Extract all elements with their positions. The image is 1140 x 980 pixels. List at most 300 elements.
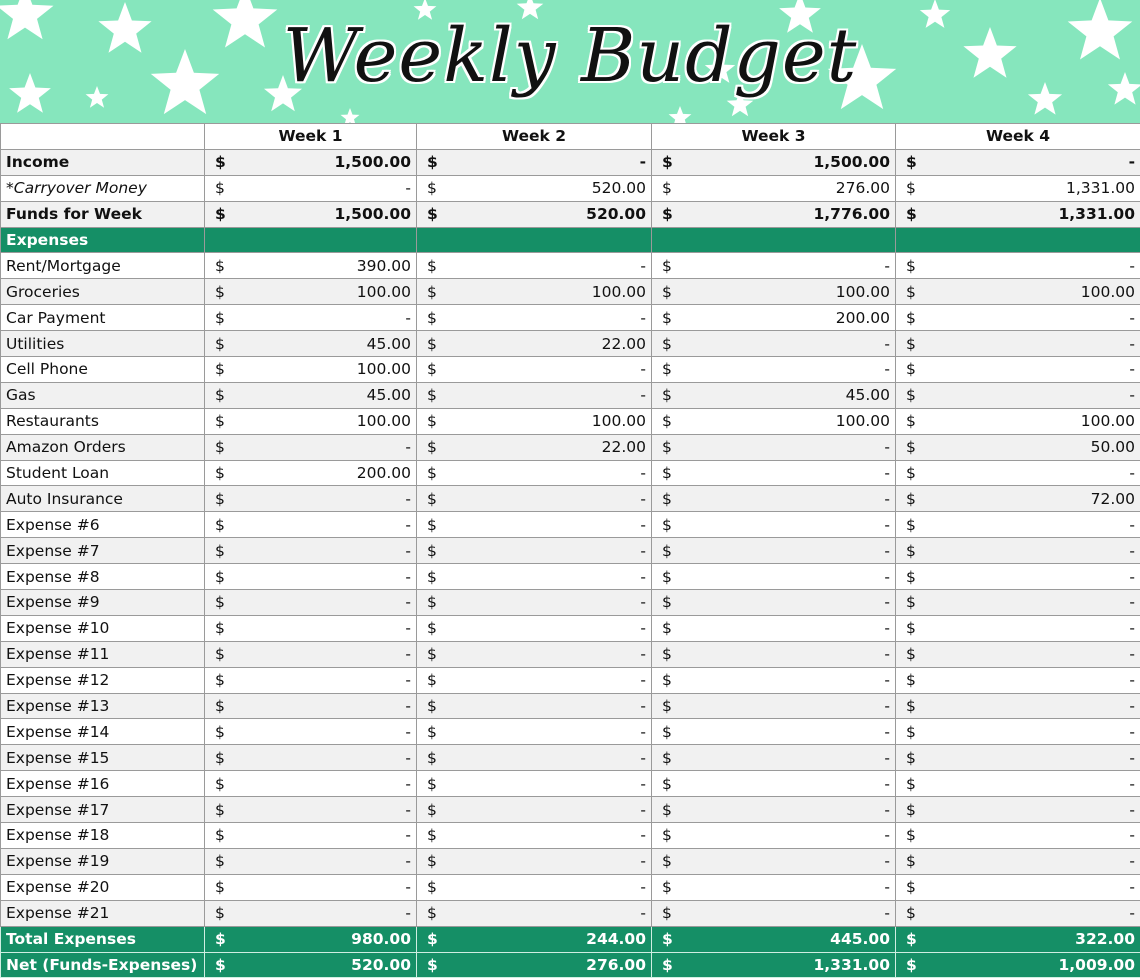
amount-value: - — [884, 541, 890, 560]
amount-value: 1,500.00 — [334, 153, 411, 172]
expense-9-week-3-cell[interactable] — [652, 460, 896, 486]
expense-25-week-4-cell[interactable] — [896, 874, 1140, 900]
expense-24-week-4-cell[interactable] — [896, 848, 1140, 874]
currency-symbol: $ — [427, 464, 437, 483]
expense-22-week-2-cell[interactable] — [417, 797, 652, 823]
amount-value: 100.00 — [835, 412, 890, 431]
currency-symbol: $ — [215, 930, 226, 949]
expense-6-row — [1, 382, 1140, 408]
expense-20-week-3-cell[interactable] — [652, 745, 896, 771]
currency-symbol: $ — [215, 360, 225, 379]
expense-8-week-3-cell[interactable] — [652, 434, 896, 460]
expense-18-week-2-cell[interactable] — [417, 693, 652, 719]
amount-value: - — [884, 515, 890, 534]
expense-10-week-2-cell[interactable] — [417, 486, 652, 512]
expense-13-week-4-cell[interactable] — [896, 564, 1140, 590]
amount-value: - — [884, 904, 890, 923]
expense-21-row — [1, 771, 1140, 797]
amount-value: 100.00 — [591, 412, 646, 431]
expense-20-week-2-cell[interactable] — [417, 745, 652, 771]
currency-symbol: $ — [215, 748, 225, 767]
amount-value: - — [1129, 256, 1135, 275]
expense-25-label[interactable]: Expense #20 — [1, 874, 205, 900]
expense-24-label[interactable]: Expense #19 — [1, 848, 205, 874]
currency-symbol: $ — [215, 878, 225, 897]
expense-22-label[interactable]: Expense #17 — [1, 797, 205, 823]
amount-value: 100.00 — [1080, 412, 1135, 431]
amount-value: - — [640, 774, 646, 793]
net-funds-row — [1, 952, 1140, 978]
net-funds-week-3-cell[interactable] — [652, 952, 896, 978]
expense-11-label[interactable]: Expense #6 — [1, 512, 205, 538]
expense-2-label[interactable]: Groceries — [1, 279, 205, 305]
expense-8-week-4-cell[interactable] — [896, 434, 1140, 460]
budget-body — [1, 149, 1140, 978]
currency-symbol: $ — [427, 153, 438, 172]
expense-4-week-1-cell[interactable] — [205, 331, 417, 357]
expense-2-week-3-cell[interactable] — [652, 279, 896, 305]
currency-symbol: $ — [427, 515, 437, 534]
currency-symbol: $ — [215, 541, 225, 560]
expense-16-week-3-cell[interactable] — [652, 641, 896, 667]
expense-17-week-2-cell[interactable] — [417, 667, 652, 693]
expense-15-week-3-cell[interactable] — [652, 615, 896, 641]
currency-symbol: $ — [215, 308, 225, 327]
expense-7-week-4-cell[interactable] — [896, 408, 1140, 434]
currency-symbol: $ — [662, 748, 672, 767]
currency-symbol: $ — [906, 671, 916, 690]
expense-23-week-1-cell[interactable] — [205, 823, 417, 849]
currency-symbol: $ — [427, 800, 437, 819]
expense-18-label[interactable]: Expense #13 — [1, 693, 205, 719]
currency-symbol: $ — [427, 334, 437, 353]
currency-symbol: $ — [906, 153, 917, 172]
amount-value: - — [405, 645, 411, 664]
expense-23-week-3-cell[interactable] — [652, 823, 896, 849]
currency-symbol: $ — [906, 360, 916, 379]
expense-14-week-3-cell[interactable] — [652, 590, 896, 616]
income-2-label[interactable]: *Carryover Money — [1, 175, 205, 201]
amount-value: - — [1129, 697, 1135, 716]
currency-symbol: $ — [662, 386, 672, 405]
week-2-header[interactable]: Week 2 — [417, 124, 652, 150]
expense-12-week-3-cell[interactable] — [652, 538, 896, 564]
amount-value: - — [1129, 619, 1135, 638]
income-3-week-3-cell[interactable] — [652, 201, 896, 227]
expenses-section-row — [1, 227, 1140, 253]
net-funds-label[interactable]: Net (Funds-Expenses) — [1, 952, 205, 978]
total-expenses-label[interactable]: Total Expenses — [1, 926, 205, 952]
amount-value: 100.00 — [1080, 282, 1135, 301]
expense-9-week-1-cell[interactable] — [205, 460, 417, 486]
currency-symbol: $ — [215, 153, 226, 172]
expense-12-label[interactable]: Expense #7 — [1, 538, 205, 564]
amount-value: - — [640, 619, 646, 638]
expense-11-week-2-cell[interactable] — [417, 512, 652, 538]
currency-symbol: $ — [215, 593, 225, 612]
week-header-row — [1, 124, 1140, 150]
amount-value: - — [405, 438, 411, 457]
income-1-week-2-cell[interactable] — [417, 149, 652, 175]
currency-symbol: $ — [906, 904, 916, 923]
expense-17-week-3-cell[interactable] — [652, 667, 896, 693]
expense-18-week-4-cell[interactable] — [896, 693, 1140, 719]
expense-13-week-3-cell[interactable] — [652, 564, 896, 590]
amount-value: 100.00 — [835, 282, 890, 301]
expense-2-row — [1, 279, 1140, 305]
expense-1-label[interactable]: Rent/Mortgage — [1, 253, 205, 279]
expense-7-week-3-cell[interactable] — [652, 408, 896, 434]
currency-symbol: $ — [215, 826, 225, 845]
expense-22-week-1-cell[interactable] — [205, 797, 417, 823]
expense-8-week-2-cell[interactable] — [417, 434, 652, 460]
expense-10-week-4-cell[interactable] — [896, 486, 1140, 512]
amount-value: - — [884, 464, 890, 483]
currency-symbol: $ — [427, 412, 437, 431]
amount-value: - — [640, 360, 646, 379]
amount-value: - — [640, 722, 646, 741]
amount-value: - — [405, 593, 411, 612]
expense-24-week-3-cell[interactable] — [652, 848, 896, 874]
amount-value: - — [640, 386, 646, 405]
amount-value: - — [640, 697, 646, 716]
currency-symbol: $ — [427, 955, 438, 974]
expense-21-week-1-cell[interactable] — [205, 771, 417, 797]
expense-1-week-4-cell[interactable] — [896, 253, 1140, 279]
expense-14-week-1-cell[interactable] — [205, 590, 417, 616]
expense-11-week-4-cell[interactable] — [896, 512, 1140, 538]
expense-16-row — [1, 641, 1140, 667]
expense-5-week-1-cell[interactable] — [205, 357, 417, 383]
expenses-section-cell[interactable] — [417, 227, 652, 253]
expense-16-week-2-cell[interactable] — [417, 641, 652, 667]
amount-value: - — [405, 541, 411, 560]
currency-symbol: $ — [427, 256, 437, 275]
currency-symbol: $ — [427, 774, 437, 793]
amount-value: - — [640, 800, 646, 819]
expense-5-label[interactable]: Cell Phone — [1, 357, 205, 383]
currency-symbol: $ — [662, 800, 672, 819]
expense-10-week-1-cell[interactable] — [205, 486, 417, 512]
currency-symbol: $ — [215, 386, 225, 405]
expense-4-week-2-cell[interactable] — [417, 331, 652, 357]
expense-25-week-2-cell[interactable] — [417, 874, 652, 900]
net-funds-week-4-cell[interactable] — [896, 952, 1140, 978]
expense-6-week-2-cell[interactable] — [417, 382, 652, 408]
expense-3-week-4-cell[interactable] — [896, 305, 1140, 331]
income-2-week-1-cell[interactable] — [205, 175, 417, 201]
currency-symbol: $ — [906, 334, 916, 353]
amount-value: - — [884, 800, 890, 819]
currency-symbol: $ — [215, 205, 226, 224]
currency-symbol: $ — [427, 697, 437, 716]
expense-21-week-3-cell[interactable] — [652, 771, 896, 797]
income-1-week-1-cell[interactable] — [205, 149, 417, 175]
currency-symbol: $ — [662, 904, 672, 923]
expense-21-label[interactable]: Expense #16 — [1, 771, 205, 797]
currency-symbol: $ — [427, 593, 437, 612]
expense-19-label[interactable]: Expense #14 — [1, 719, 205, 745]
expense-19-week-2-cell[interactable] — [417, 719, 652, 745]
currency-symbol: $ — [906, 308, 916, 327]
currency-symbol: $ — [662, 282, 672, 301]
amount-value: 244.00 — [586, 930, 646, 949]
amount-value: - — [640, 748, 646, 767]
expense-4-week-4-cell[interactable] — [896, 331, 1140, 357]
expense-3-week-2-cell[interactable] — [417, 305, 652, 331]
expense-7-week-1-cell[interactable] — [205, 408, 417, 434]
amount-value: - — [405, 697, 411, 716]
income-1-week-4-cell[interactable] — [896, 149, 1140, 175]
income-1-label[interactable]: Income — [1, 149, 205, 175]
expense-26-week-3-cell[interactable] — [652, 900, 896, 926]
expense-25-week-3-cell[interactable] — [652, 874, 896, 900]
expense-5-week-2-cell[interactable] — [417, 357, 652, 383]
expense-1-row — [1, 253, 1140, 279]
expense-7-week-2-cell[interactable] — [417, 408, 652, 434]
amount-value: - — [884, 619, 890, 638]
amount-value: 45.00 — [845, 386, 890, 405]
currency-symbol: $ — [662, 774, 672, 793]
currency-symbol: $ — [906, 438, 916, 457]
currency-symbol: $ — [427, 205, 438, 224]
expense-12-week-1-cell[interactable] — [205, 538, 417, 564]
expense-2-week-4-cell[interactable] — [896, 279, 1140, 305]
amount-value: - — [640, 541, 646, 560]
total-expenses-week-4-cell[interactable] — [896, 926, 1140, 952]
expense-8-week-1-cell[interactable] — [205, 434, 417, 460]
income-2-week-3-cell[interactable] — [652, 175, 896, 201]
amount-value: - — [1129, 386, 1135, 405]
expense-6-week-3-cell[interactable] — [652, 382, 896, 408]
expense-16-week-4-cell[interactable] — [896, 641, 1140, 667]
expense-24-week-2-cell[interactable] — [417, 848, 652, 874]
expense-26-week-4-cell[interactable] — [896, 900, 1140, 926]
amount-value: - — [884, 645, 890, 664]
income-3-week-4-cell[interactable] — [896, 201, 1140, 227]
amount-value: - — [640, 645, 646, 664]
amount-value: - — [640, 878, 646, 897]
currency-symbol: $ — [215, 179, 225, 198]
currency-symbol: $ — [215, 412, 225, 431]
amount-value: - — [884, 489, 890, 508]
expense-16-week-1-cell[interactable] — [205, 641, 417, 667]
currency-symbol: $ — [662, 179, 672, 198]
expense-3-row — [1, 305, 1140, 331]
income-3-label[interactable]: Funds for Week — [1, 201, 205, 227]
expense-15-row — [1, 615, 1140, 641]
amount-value: - — [639, 153, 646, 172]
expense-14-week-4-cell[interactable] — [896, 590, 1140, 616]
expense-14-row — [1, 590, 1140, 616]
expense-23-label[interactable]: Expense #18 — [1, 823, 205, 849]
week-4-header[interactable]: Week 4 — [896, 124, 1140, 150]
currency-symbol: $ — [427, 904, 437, 923]
currency-symbol: $ — [215, 852, 225, 871]
currency-symbol: $ — [906, 619, 916, 638]
expense-5-week-3-cell[interactable] — [652, 357, 896, 383]
amount-value: - — [405, 878, 411, 897]
expense-9-week-4-cell[interactable] — [896, 460, 1140, 486]
expense-21-week-2-cell[interactable] — [417, 771, 652, 797]
currency-symbol: $ — [427, 489, 437, 508]
expense-9-week-2-cell[interactable] — [417, 460, 652, 486]
amount-value: 200.00 — [835, 308, 890, 327]
currency-symbol: $ — [662, 360, 672, 379]
expense-18-week-1-cell[interactable] — [205, 693, 417, 719]
currency-symbol: $ — [427, 619, 437, 638]
amount-value: - — [884, 826, 890, 845]
expense-18-row — [1, 693, 1140, 719]
currency-symbol: $ — [427, 748, 437, 767]
currency-symbol: $ — [906, 386, 916, 405]
expense-25-week-1-cell[interactable] — [205, 874, 417, 900]
expense-1-week-1-cell[interactable] — [205, 253, 417, 279]
amount-value: 22.00 — [601, 438, 646, 457]
income-3-week-1-cell[interactable] — [205, 201, 417, 227]
amount-value: - — [640, 826, 646, 845]
amount-value: 1,500.00 — [813, 153, 890, 172]
expense-6-week-4-cell[interactable] — [896, 382, 1140, 408]
currency-symbol: $ — [662, 645, 672, 664]
amount-value: - — [405, 179, 411, 198]
net-funds-week-2-cell[interactable] — [417, 952, 652, 978]
total-expenses-row — [1, 926, 1140, 952]
expense-15-week-1-cell[interactable] — [205, 615, 417, 641]
expense-13-week-1-cell[interactable] — [205, 564, 417, 590]
expenses-section-cell[interactable] — [652, 227, 896, 253]
amount-value: - — [1129, 671, 1135, 690]
expense-6-week-1-cell[interactable] — [205, 382, 417, 408]
expense-1-week-3-cell[interactable] — [652, 253, 896, 279]
amount-value: - — [405, 515, 411, 534]
expense-14-week-2-cell[interactable] — [417, 590, 652, 616]
currency-symbol: $ — [662, 722, 672, 741]
income-2-week-2-cell[interactable] — [417, 175, 652, 201]
amount-value: - — [884, 878, 890, 897]
expense-6-label[interactable]: Gas — [1, 382, 205, 408]
expenses-section-cell[interactable] — [896, 227, 1140, 253]
expense-13-row — [1, 564, 1140, 590]
expense-7-label[interactable]: Restaurants — [1, 408, 205, 434]
week-1-header[interactable]: Week 1 — [205, 124, 417, 150]
expense-15-week-2-cell[interactable] — [417, 615, 652, 641]
expense-17-week-4-cell[interactable] — [896, 667, 1140, 693]
amount-value: - — [1129, 722, 1135, 741]
expense-12-week-4-cell[interactable] — [896, 538, 1140, 564]
amount-value: 520.00 — [586, 205, 646, 224]
amount-value: - — [884, 256, 890, 275]
amount-value: - — [1129, 334, 1135, 353]
amount-value: 45.00 — [366, 386, 411, 405]
expense-4-label[interactable]: Utilities — [1, 331, 205, 357]
expense-20-label[interactable]: Expense #15 — [1, 745, 205, 771]
amount-value: - — [884, 360, 890, 379]
amount-value: - — [1129, 800, 1135, 819]
corner-cell[interactable] — [1, 124, 205, 150]
expense-26-week-1-cell[interactable] — [205, 900, 417, 926]
expense-10-week-3-cell[interactable] — [652, 486, 896, 512]
amount-value: - — [884, 567, 890, 586]
expense-14-label[interactable]: Expense #9 — [1, 590, 205, 616]
expense-20-week-1-cell[interactable] — [205, 745, 417, 771]
expense-18-week-3-cell[interactable] — [652, 693, 896, 719]
expense-24-week-1-cell[interactable] — [205, 848, 417, 874]
budget-table — [0, 123, 1140, 978]
expense-11-week-1-cell[interactable] — [205, 512, 417, 538]
total-expenses-week-3-cell[interactable] — [652, 926, 896, 952]
amount-value: 100.00 — [356, 282, 411, 301]
currency-symbol: $ — [906, 464, 916, 483]
expense-2-week-2-cell[interactable] — [417, 279, 652, 305]
expense-16-label[interactable]: Expense #11 — [1, 641, 205, 667]
currency-symbol: $ — [215, 671, 225, 690]
amount-value: - — [405, 852, 411, 871]
income-2-week-4-cell[interactable] — [896, 175, 1140, 201]
currency-symbol: $ — [906, 593, 916, 612]
amount-value: - — [405, 722, 411, 741]
expense-17-week-1-cell[interactable] — [205, 667, 417, 693]
expense-20-week-4-cell[interactable] — [896, 745, 1140, 771]
expense-22-week-4-cell[interactable] — [896, 797, 1140, 823]
expense-3-week-3-cell[interactable] — [652, 305, 896, 331]
expense-13-label[interactable]: Expense #8 — [1, 564, 205, 590]
income-1-week-3-cell[interactable] — [652, 149, 896, 175]
currency-symbol: $ — [906, 826, 916, 845]
currency-symbol: $ — [215, 464, 225, 483]
expense-12-week-2-cell[interactable] — [417, 538, 652, 564]
total-expenses-week-2-cell[interactable] — [417, 926, 652, 952]
income-3-week-2-cell[interactable] — [417, 201, 652, 227]
expense-22-week-3-cell[interactable] — [652, 797, 896, 823]
expense-26-label[interactable]: Expense #21 — [1, 900, 205, 926]
expense-15-label[interactable]: Expense #10 — [1, 615, 205, 641]
net-funds-week-1-cell[interactable] — [205, 952, 417, 978]
amount-value: - — [405, 308, 411, 327]
expense-4-week-3-cell[interactable] — [652, 331, 896, 357]
expense-23-week-2-cell[interactable] — [417, 823, 652, 849]
week-3-header[interactable]: Week 3 — [652, 124, 896, 150]
expense-21-week-4-cell[interactable] — [896, 771, 1140, 797]
expenses-section-label[interactable]: Expenses — [1, 227, 205, 253]
expense-1-week-2-cell[interactable] — [417, 253, 652, 279]
expense-23-week-4-cell[interactable] — [896, 823, 1140, 849]
expense-3-label[interactable]: Car Payment — [1, 305, 205, 331]
expense-26-week-2-cell[interactable] — [417, 900, 652, 926]
expense-8-label[interactable]: Amazon Orders — [1, 434, 205, 460]
expense-15-week-4-cell[interactable] — [896, 615, 1140, 641]
expense-9-label[interactable]: Student Loan — [1, 460, 205, 486]
amount-value: - — [884, 852, 890, 871]
expense-3-week-1-cell[interactable] — [205, 305, 417, 331]
expense-19-week-1-cell[interactable] — [205, 719, 417, 745]
total-expenses-week-1-cell[interactable] — [205, 926, 417, 952]
expense-10-label[interactable]: Auto Insurance — [1, 486, 205, 512]
expense-13-week-2-cell[interactable] — [417, 564, 652, 590]
currency-symbol: $ — [906, 256, 916, 275]
expense-5-week-4-cell[interactable] — [896, 357, 1140, 383]
amount-value: - — [884, 697, 890, 716]
currency-symbol: $ — [906, 567, 916, 586]
amount-value: - — [405, 619, 411, 638]
expense-2-week-1-cell[interactable] — [205, 279, 417, 305]
expense-19-week-4-cell[interactable] — [896, 719, 1140, 745]
expense-17-label[interactable]: Expense #12 — [1, 667, 205, 693]
expense-19-week-3-cell[interactable] — [652, 719, 896, 745]
expenses-section-cell[interactable] — [205, 227, 417, 253]
expense-11-week-3-cell[interactable] — [652, 512, 896, 538]
amount-value: 520.00 — [351, 955, 411, 974]
